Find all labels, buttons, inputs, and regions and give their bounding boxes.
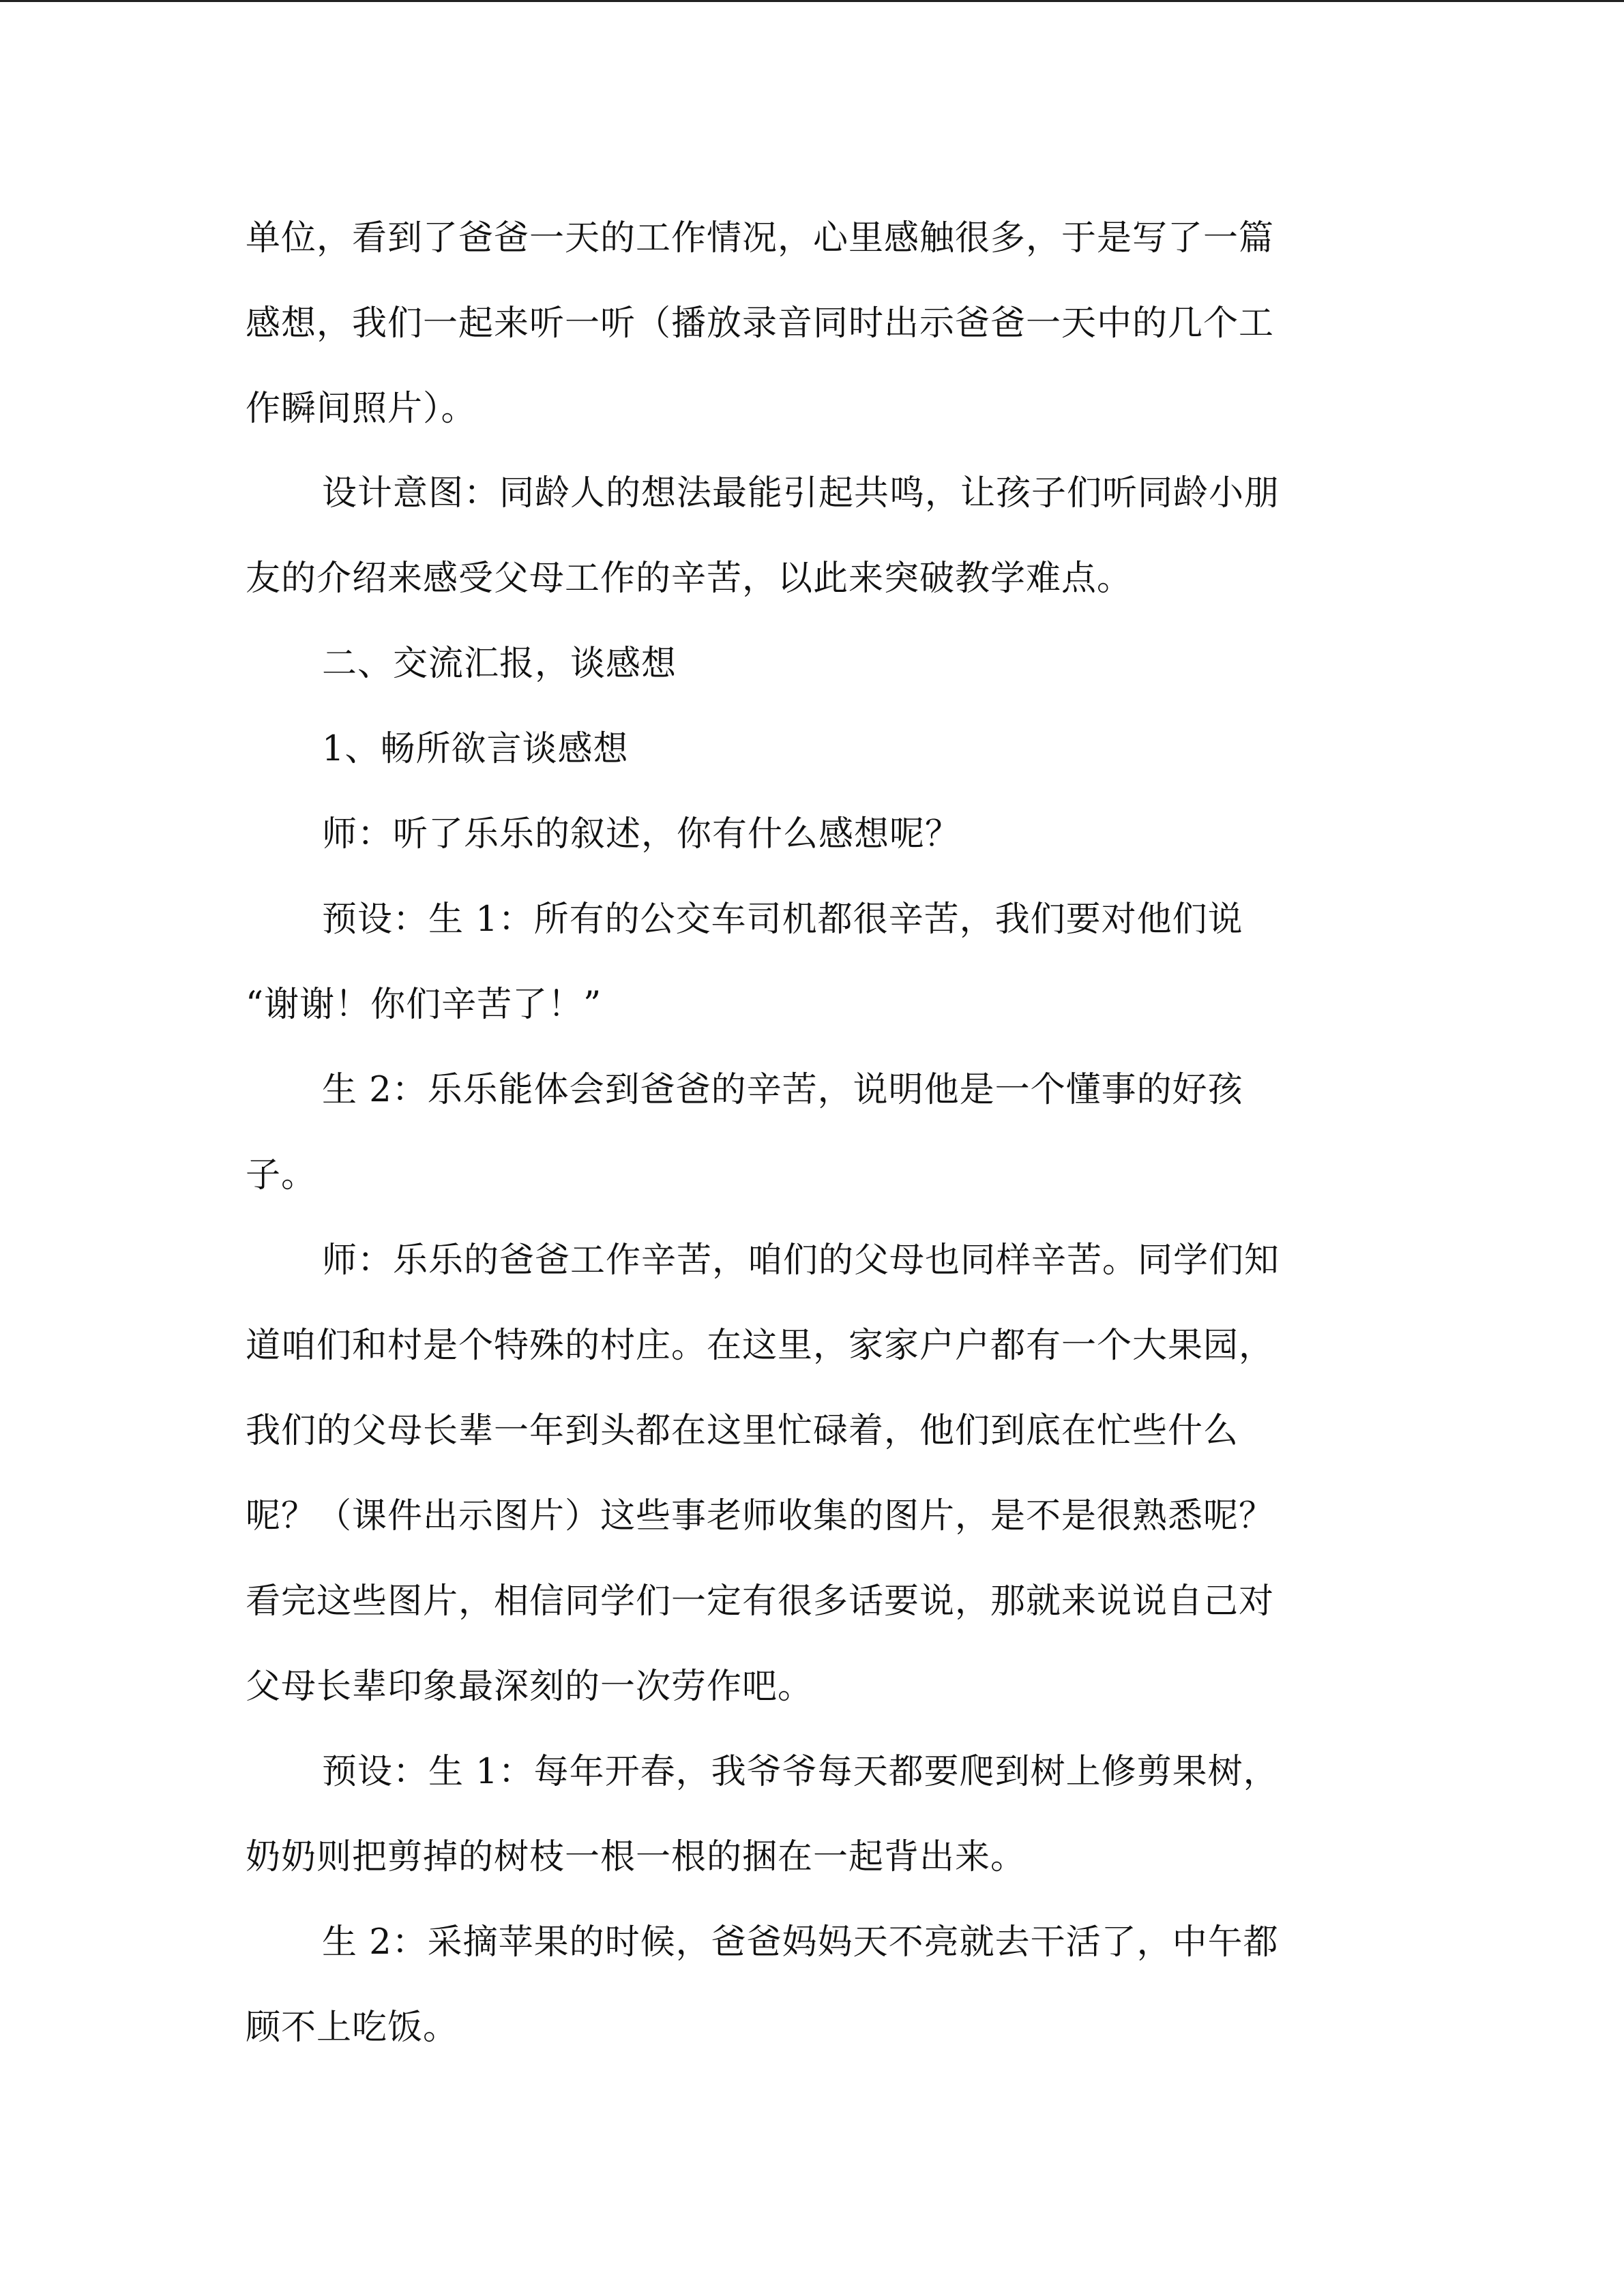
paragraph-first-line: 预设：生 1：所有的公交车司机都很辛苦，我们要对他们说: [322, 899, 1243, 940]
paragraph-first-line: 生 2：乐乐能体会到爸爸的辛苦，说明他是一个懂事的好孩: [322, 1070, 1243, 1110]
paragraph-first-line: 师：乐乐的爸爸工作辛苦，咱们的父母也同样辛苦。同学们知: [322, 1240, 1280, 1281]
text-line: 父母长辈印象最深刻的一次劳作吧。: [246, 1667, 814, 1707]
text-line: 看完这些图片，相信同学们一定有很多话要说，那就来说说自己对: [246, 1581, 1275, 1622]
text-line: 我们的父母长辈一年到头都在这里忙碌着，他们到底在忙些什么: [246, 1411, 1239, 1451]
page-top-border: [0, 0, 1624, 2]
paragraph-first-line: 预设：生 1：每年开春，我爷爷每天都要爬到树上修剪果树，: [322, 1752, 1279, 1792]
paragraph-first-line: 生 2：采摘苹果的时候，爸爸妈妈天不亮就去干活了，中午都: [322, 1922, 1279, 1963]
text-line: “谢谢！你们辛苦了！”: [246, 985, 602, 1025]
subsection-heading: 1、畅所欲言谈感想: [322, 729, 629, 769]
section-heading: 二、交流汇报，谈感想: [322, 644, 677, 684]
text-line: 友的介绍来感受父母工作的辛苦，以此来突破教学难点。: [246, 558, 1133, 599]
text-line: 顾不上吃饭。: [246, 2008, 459, 2048]
text-line: 感想，我们一起来听一听（播放录音同时出示爸爸一天中的几个工: [246, 303, 1275, 344]
text-line: 呢？（课件出示图片）这些事老师收集的图片，是不是很熟悉呢？: [246, 1496, 1275, 1536]
text-line: 奶奶则把剪掉的树枝一根一根的捆在一起背出来。: [246, 1837, 1027, 1877]
text-line: 单位，看到了爸爸一天的工作情况，心里感触很多，于是写了一篇: [246, 218, 1275, 258]
paragraph-first-line: 师：听了乐乐的叙述，你有什么感想呢？: [322, 814, 961, 854]
text-line: 子。: [246, 1155, 317, 1195]
text-line: 道咱们和村是个特殊的村庄。在这里，家家户户都有一个大果园，: [246, 1326, 1275, 1366]
text-line: 作瞬间照片）。: [246, 389, 477, 429]
paragraph-first-line: 设计意图：同龄人的想法最能引起共鸣，让孩子们听同龄小朋: [322, 473, 1280, 513]
